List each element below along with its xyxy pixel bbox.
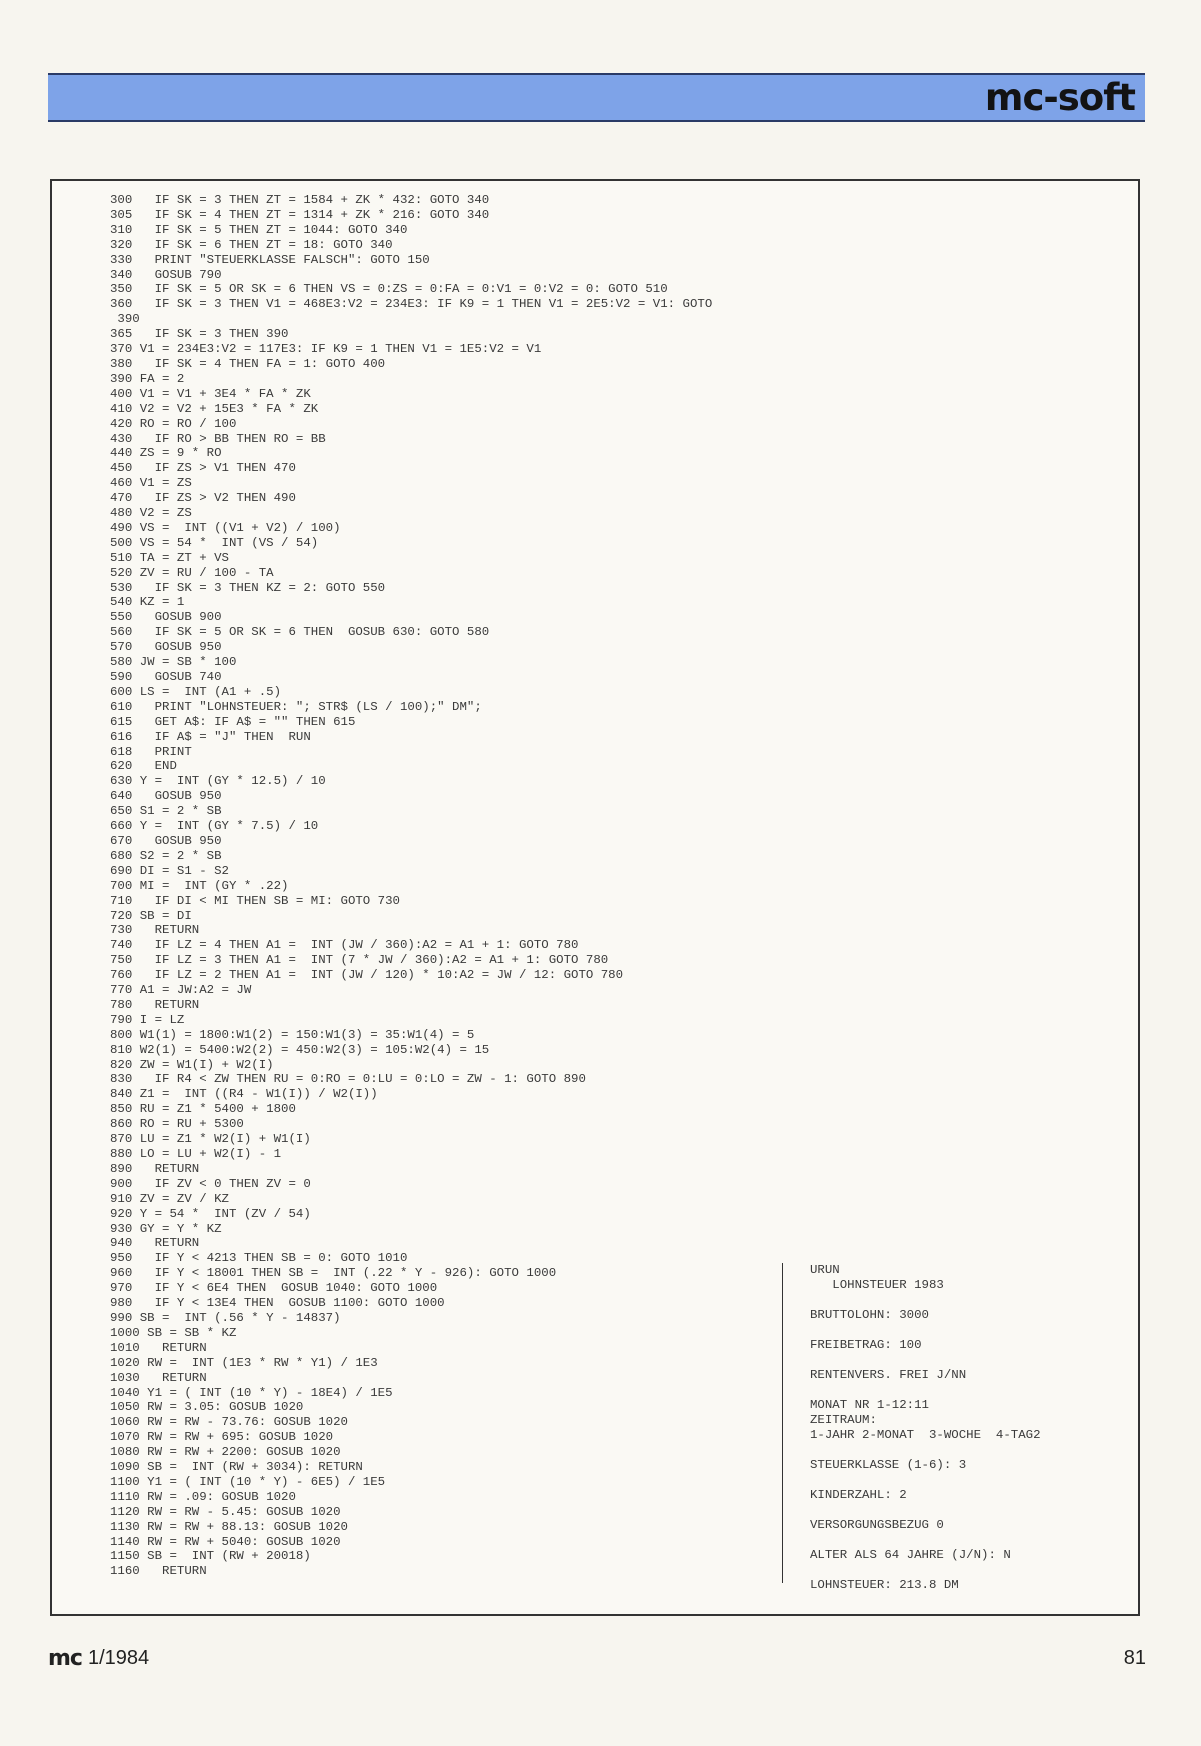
basic-listing: 300 IF SK = 3 THEN ZT = 1584 + ZK * 432: GOTO 340 305 IF SK = 4 THEN ZT = 1314 + ZK * 216: GOTO 340 310 IF SK = 5 THEN ZT = 1044: GOTO 340 320 IF SK = 6 THEN ZT = 18: GOTO 340 330 PRINT "STEUERKLASSE FALSCH": GOTO 150 340 GOSUB 790 350 IF SK = 5 OR SK = 6 THEN VS = 0:ZS = 0:FA = 0:V1 = 0:V2 = 0: GOTO 510 360 IF SK = 3 THEN V1 = 468E3:V2 = 234E3: IF K9 = 1 THEN V1 = 2E5:V2 = V1: GOTO 390 365 IF SK = 3 THEN 390 370 V1 = 234E3:V2 = 117E3: IF K9 = 1 THEN V1 = 1E5:V2 = V1 380 IF SK = 4 THEN FA = 1: GOTO 400 390 FA = 2 400 V1 = V1 + 3E4 * FA * ZK 410 V2 = V2 + 15E3 * FA * ZK 420 RO = RO / 100 430 IF RO > BB THEN RO = BB 440 ZS = 9 * RO 450 IF ZS > V1 THEN 470 460 V1 = ZS 470 IF ZS > V2 THEN 490 480 V2 = ZS 490 VS = INT ((V1 + V2) / 100) 500 VS = 54 * INT (VS / 54) 510 TA = ZT + VS 520 ZV = RU / 100 - TA 530 IF SK = 3 THEN KZ = 2: GOTO 550 540 KZ = 1 550 GOSUB 900 560 IF SK = 5 OR SK = 6 THEN GOSUB 630: GOTO 580 570 GOSUB 950 580 JW = SB * 100 590 GOSUB 740 600 LS = INT (A1 + .5) 610 PRINT "LOHNSTEUER: "; STR$ (LS / 100);" DM"; 615 GET A$: IF A$ = "" THEN 615 616 IF A$ = "J" THEN RUN 618 PRINT 620 END 630 Y = INT (GY * 12.5) / 10 640 GOSUB 950 650 S1 = 2 * SB 660 Y = INT (GY * 7.5) / 10 670 GOSUB 950 680 S2 = 2 * SB 690 DI = S1 - S2 700 MI = INT (GY * .22) 710 IF DI < MI THEN SB = MI: GOTO 730 720 SB = DI 730 RETURN 740 IF LZ = 4 THEN A1 = INT (JW / 360):A2 = A1 + 1: GOTO 780 750 IF LZ = 3 THEN A1 = INT (7 * JW / 360):A2 = A1 + 1: GOTO 780 760 IF LZ = 2 THEN A1 = INT (JW / 120) * 10:A2 = JW / 12: GOTO 780 770 A1 = JW:A2 = JW 780 RETURN 790 I = LZ 800 W1(1) = 1800:W1(2) = 150:W1(3) = 35:W1(4) = 5 810 W2(1) = 5400:W2(2) = 450:W2(3) = 105:W2(4) = 15 820 ZW = W1(I) + W2(I) 830 IF R4 < ZW THEN RU = 0:RO = 0:LU = 0:LO = ZW - 1: GOTO 890 840 Z1 = INT ((R4 - W1(I)) / W2(I)) 850 RU = Z1 * 5400 + 1800 860 RO = RU + 5300 870 LU = Z1 * W2(I) + W1(I) 880 LO = LU + W2(I) - 1 890 RETURN 900 IF ZV < 0 THEN ZV = 0 910 ZV = ZV / KZ 920 Y = 54 * INT (ZV / 54) 930 GY = Y * KZ 940 RETURN 950 IF Y < 4213 THEN SB = 0: GOTO 1010 960 IF Y < 18001 THEN SB = INT (.22 * Y - 926): GOTO 1000 970 IF Y < 6E4 THEN GOSUB 1040: GOTO 1000 980 IF Y < 13E4 THEN GOSUB 1100: GOTO 1000 990 SB = INT (.56 * Y - 14837) 1000 SB = SB * KZ 1010 RETURN 1020 RW = INT (1E3 * RW * Y1) / 1E3 1030 RETURN 1040 Y1 = ( INT (10 * Y) - 18E4) / 1E5 1050 RW = 3.05: GOSUB 1020 1060 RW = RW - 73.76: GOSUB 1020 1070 RW = RW + 695: GOSUB 1020 1080 RW = RW + 2200: GOSUB 1020 1090 SB = INT (RW + 3034): RETURN 1100 Y1 = ( INT (10 * Y) - 6E5) / 1E5 1110 RW = .09: GOSUB 1020 1120 RW = RW - 5.45: GOSUB 1020 1130 RW = RW + 88.13: GOSUB 1020 1140 RW = RW + 5040: GOSUB 1020 1150 SB = INT (RW + 20018) 1160 RETURN xyxy=(110,193,713,1579)
column-divider xyxy=(782,1263,783,1583)
program-output xyxy=(810,1263,1130,1593)
output-run: URUN xyxy=(810,1263,840,1277)
output-title: LOHNSTEUER 1983 xyxy=(810,1278,944,1292)
output-monat: MONAT NR 1-12:11 xyxy=(810,1398,929,1412)
output-zeitraum-options: 1-JAHR 2-MONAT 3-WOCHE 4-TAG2 xyxy=(810,1428,1041,1442)
output-zeitraum: ZEITRAUM: xyxy=(810,1413,877,1427)
output-bruttolohn: BRUTTOLOHN: 3000 xyxy=(810,1308,929,1322)
mc-logo: mc xyxy=(48,1645,82,1671)
footer-issue xyxy=(48,1645,149,1671)
output-lohnsteuer: LOHNSTEUER: 213.8 DM xyxy=(810,1578,959,1592)
header-band xyxy=(48,73,1145,122)
output-steuerklasse: STEUERKLASSE (1-6): 3 xyxy=(810,1458,967,1472)
output-versorgungsbezug: VERSORGUNGSBEZUG 0 xyxy=(810,1518,944,1532)
output-alter: ALTER ALS 64 JAHRE (J/N): N xyxy=(810,1548,1011,1562)
page-number: 81 xyxy=(1123,1647,1146,1669)
issue-number: 1/1984 xyxy=(87,1646,150,1669)
brand-logo: mc-soft xyxy=(984,76,1135,119)
output-kinderzahl: KINDERZAHL: 2 xyxy=(810,1488,907,1502)
output-freibetrag: FREIBETRAG: 100 xyxy=(810,1338,922,1352)
output-rentenvers: RENTENVERS. FREI J/NN xyxy=(810,1368,967,1382)
listing-frame xyxy=(50,179,1140,1616)
